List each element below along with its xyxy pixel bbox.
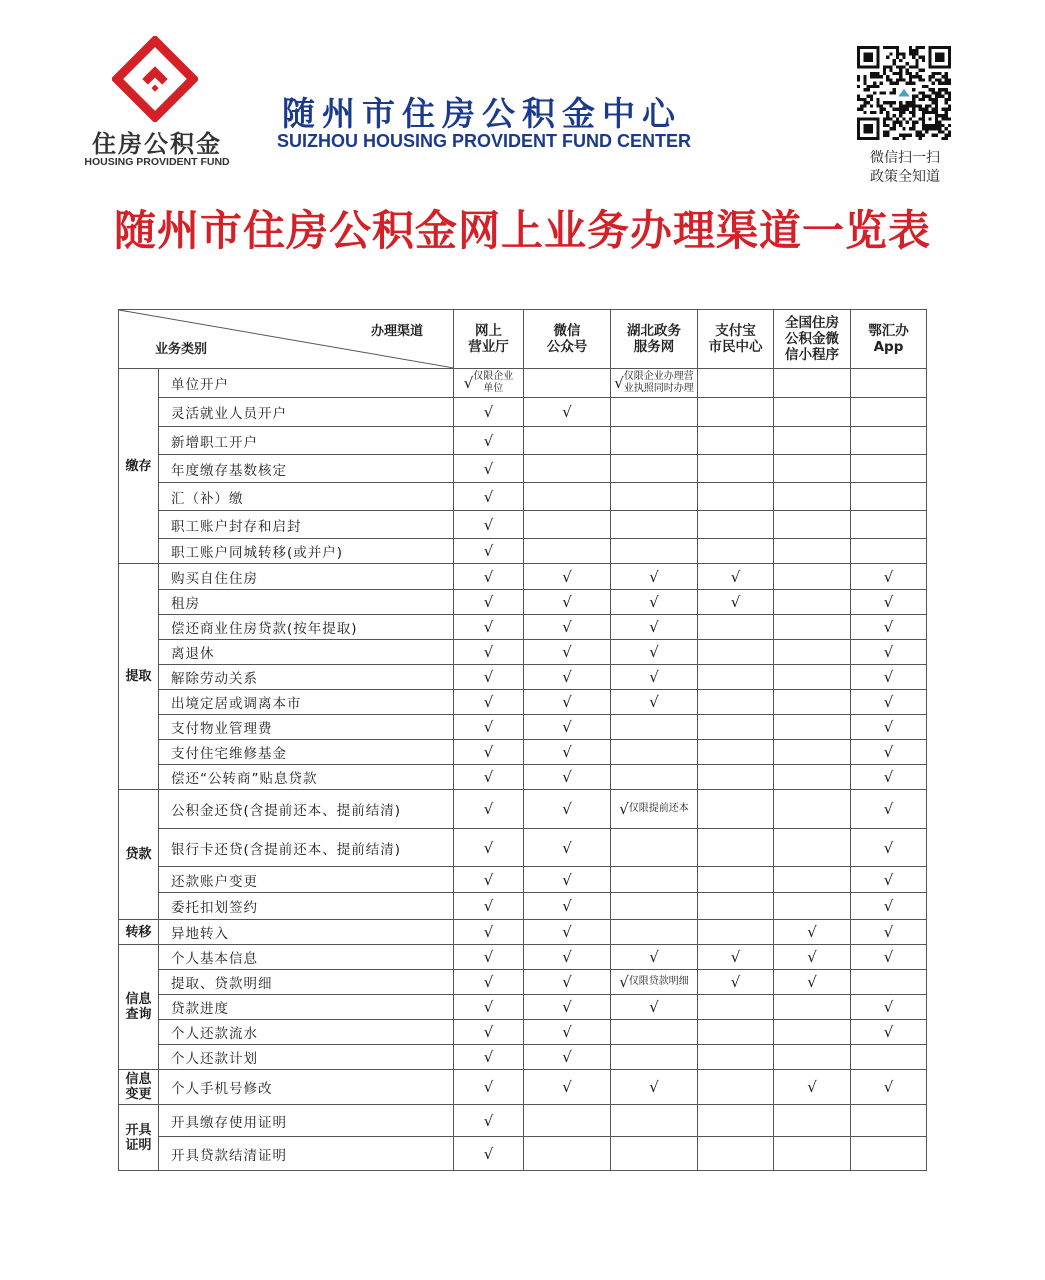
table-row (119, 893, 927, 920)
empty-cell (774, 455, 851, 483)
table-row (119, 920, 927, 945)
check-mark-web-hall: √ (454, 970, 524, 995)
check-mark-wechat: √ (524, 564, 611, 590)
empty-cell (611, 1020, 698, 1045)
column-header-alipay: 支付宝 市民中心 (698, 310, 774, 369)
empty-cell (611, 483, 698, 511)
business-cell: 偿还商业住房贷款(按年提取) (159, 615, 454, 640)
check-mark-web-hall: √ (454, 740, 524, 765)
empty-cell (774, 369, 851, 398)
check-mark-hubei-gov: √ (611, 690, 698, 715)
corner-channel-label: 办理渠道 (370, 324, 423, 339)
page-title: 随州市住房公积金网上业务办理渠道一览表 (113, 206, 931, 255)
empty-cell (524, 511, 611, 539)
check-mark-wechat: √ (524, 790, 611, 829)
empty-cell (774, 539, 851, 564)
business-cell: 公积金还贷(含提前还本、提前结清) (159, 790, 454, 829)
empty-cell (698, 615, 774, 640)
check-mark-mini-program: √ (774, 970, 851, 995)
check-mark-alipay: √ (698, 564, 774, 590)
check-mark-ehuiban: √ (851, 945, 927, 970)
business-cell: 贷款进度 (159, 995, 454, 1020)
business-cell: 出境定居或调离本市 (159, 690, 454, 715)
check-mark-hubei-gov: √ (611, 615, 698, 640)
check-mark-web-hall: √ (454, 398, 524, 427)
table-row (119, 539, 927, 564)
check-mark-hubei-gov: √ (611, 564, 698, 590)
check-mark-ehuiban: √ (851, 995, 927, 1020)
business-cell: 单位开户 (159, 369, 454, 398)
check-mark-web-hall: √ (454, 893, 524, 920)
check-mark-ehuiban: √ (851, 564, 927, 590)
check-mark-wechat: √ (524, 398, 611, 427)
table-row (119, 564, 927, 590)
check-mark-web-hall: √ (454, 640, 524, 665)
business-cell: 开具贷款结清证明 (159, 1137, 454, 1171)
check-mark-web-hall: √ (454, 590, 524, 615)
empty-cell (774, 765, 851, 790)
business-cell: 偿还“公转商”贴息贷款 (159, 765, 454, 790)
empty-cell (611, 829, 698, 867)
category-cell: 转移 (119, 920, 159, 945)
table-row (119, 1070, 927, 1105)
business-cell: 异地转入 (159, 920, 454, 945)
check-mark-ehuiban: √ (851, 640, 927, 665)
empty-cell (851, 483, 927, 511)
check-mark-wechat: √ (524, 765, 611, 790)
qr-code-icon (857, 46, 951, 140)
empty-cell (698, 369, 774, 398)
check-mark-web-hall: √ (454, 455, 524, 483)
channels-table (118, 309, 927, 1171)
empty-cell (698, 427, 774, 455)
business-cell: 个人基本信息 (159, 945, 454, 970)
business-cell: 个人还款计划 (159, 1045, 454, 1070)
check-mark-wechat: √ (524, 740, 611, 765)
check-mark-wechat: √ (524, 665, 611, 690)
empty-cell (611, 765, 698, 790)
empty-cell (524, 427, 611, 455)
empty-cell (698, 740, 774, 765)
business-cell: 支付物业管理费 (159, 715, 454, 740)
empty-cell (698, 398, 774, 427)
empty-cell (524, 455, 611, 483)
empty-cell (698, 1020, 774, 1045)
check-mark-wechat: √ (524, 995, 611, 1020)
check-mark-ehuiban: √ (851, 665, 927, 690)
check-mark: √ (463, 374, 474, 392)
housing-fund-logo-icon (112, 36, 198, 122)
table-row (119, 995, 927, 1020)
empty-cell (851, 1105, 927, 1137)
business-cell: 灵活就业人员开户 (159, 398, 454, 427)
check-mark-ehuiban: √ (851, 590, 927, 615)
check-mark-wechat: √ (524, 1020, 611, 1045)
check-mark-alipay: √ (698, 590, 774, 615)
empty-cell (698, 765, 774, 790)
empty-cell (698, 640, 774, 665)
table-row (119, 455, 927, 483)
check-mark-ehuiban: √ (851, 615, 927, 640)
empty-cell (774, 893, 851, 920)
empty-cell (524, 369, 611, 398)
check-mark-wechat: √ (524, 640, 611, 665)
check-mark-mini-program: √ (774, 1070, 851, 1105)
empty-cell (698, 995, 774, 1020)
table-row (119, 945, 927, 970)
check-mark-web-hall: √ (454, 1105, 524, 1137)
business-cell: 提取、贷款明细 (159, 970, 454, 995)
empty-cell (698, 665, 774, 690)
business-cell: 个人还款流水 (159, 1020, 454, 1045)
logo-text-en: HOUSING PROVIDENT FUND (84, 156, 230, 168)
check-mark-web-hall: √ (454, 615, 524, 640)
check-mark-ehuiban: √ (851, 1070, 927, 1105)
check-mark-ehuiban: √ (851, 1020, 927, 1045)
table-row (119, 398, 927, 427)
empty-cell (774, 665, 851, 690)
empty-cell (774, 790, 851, 829)
check-mark-web-hall: √ (454, 920, 524, 945)
restriction-note: 仅限企业办理营 业执照同时办理 (623, 371, 694, 394)
check-mark-wechat: √ (524, 590, 611, 615)
check-note-hubei-gov (611, 369, 698, 398)
check-mark-wechat: √ (524, 945, 611, 970)
empty-cell (698, 790, 774, 829)
business-cell: 职工账户封存和启封 (159, 511, 454, 539)
check-mark-ehuiban: √ (851, 765, 927, 790)
empty-cell (698, 455, 774, 483)
check-mark-web-hall: √ (454, 765, 524, 790)
check-mark-ehuiban: √ (851, 690, 927, 715)
category-cell: 信息 变更 (119, 1070, 159, 1105)
empty-cell (698, 867, 774, 893)
check-note-hubei-gov (611, 970, 698, 995)
empty-cell (698, 829, 774, 867)
empty-cell (851, 1137, 927, 1171)
empty-cell (774, 427, 851, 455)
check-mark-web-hall: √ (454, 539, 524, 564)
empty-cell (851, 455, 927, 483)
business-cell: 职工账户同城转移(或并户) (159, 539, 454, 564)
check-mark-wechat: √ (524, 829, 611, 867)
business-cell: 解除劳动关系 (159, 665, 454, 690)
empty-cell (611, 715, 698, 740)
empty-cell (774, 511, 851, 539)
check-mark-web-hall: √ (454, 1070, 524, 1105)
empty-cell (851, 511, 927, 539)
check-mark-web-hall: √ (454, 790, 524, 829)
check-mark-web-hall: √ (454, 665, 524, 690)
check-mark-web-hall: √ (454, 715, 524, 740)
corner-business-label: 业务类别 (155, 342, 208, 357)
business-cell: 委托扣划签约 (159, 893, 454, 920)
table-row (119, 511, 927, 539)
table-row (119, 715, 927, 740)
check-mark-web-hall: √ (454, 945, 524, 970)
check-mark-web-hall: √ (454, 483, 524, 511)
check-mark-wechat: √ (524, 1045, 611, 1070)
table-row (119, 1045, 927, 1070)
table-row (119, 790, 927, 829)
empty-cell (698, 511, 774, 539)
check-mark-wechat: √ (524, 690, 611, 715)
table-row (119, 615, 927, 640)
check-note-hubei-gov (611, 790, 698, 829)
empty-cell (774, 829, 851, 867)
empty-cell (774, 590, 851, 615)
empty-cell (774, 615, 851, 640)
restriction-note: 仅限提前还本 (628, 803, 689, 814)
check-mark-web-hall: √ (454, 427, 524, 455)
check-mark-web-hall: √ (454, 690, 524, 715)
logo-text-cn: 住房公积金 (92, 130, 222, 158)
check-mark-hubei-gov: √ (611, 1070, 698, 1105)
check-mark-wechat: √ (524, 893, 611, 920)
table-row (119, 427, 927, 455)
empty-cell (774, 690, 851, 715)
empty-cell (774, 1105, 851, 1137)
table-row (119, 665, 927, 690)
empty-cell (774, 398, 851, 427)
check-mark-hubei-gov: √ (611, 640, 698, 665)
table-row (119, 740, 927, 765)
restriction-note: 仅限企业 单位 (473, 371, 514, 394)
empty-cell (611, 427, 698, 455)
empty-cell (698, 1045, 774, 1070)
check-mark-ehuiban: √ (851, 867, 927, 893)
empty-cell (698, 893, 774, 920)
check-mark: √ (619, 800, 629, 818)
table-row (119, 1137, 927, 1171)
empty-cell (611, 920, 698, 945)
check-mark-wechat: √ (524, 615, 611, 640)
table-row (119, 590, 927, 615)
check-mark-ehuiban: √ (851, 920, 927, 945)
column-header-web-hall: 网上 营业厅 (454, 310, 524, 369)
check-mark-ehuiban: √ (851, 740, 927, 765)
empty-cell (851, 398, 927, 427)
check-mark-web-hall: √ (454, 867, 524, 893)
check-mark-web-hall: √ (454, 1137, 524, 1171)
empty-cell (524, 483, 611, 511)
empty-cell (851, 539, 927, 564)
business-cell: 年度缴存基数核定 (159, 455, 454, 483)
check-mark-wechat: √ (524, 1070, 611, 1105)
empty-cell (698, 920, 774, 945)
check-mark-wechat: √ (524, 970, 611, 995)
empty-cell (851, 369, 927, 398)
empty-cell (524, 1137, 611, 1171)
empty-cell (774, 1045, 851, 1070)
category-cell: 贷款 (119, 790, 159, 920)
check-mark-mini-program: √ (774, 920, 851, 945)
check-mark-web-hall: √ (454, 564, 524, 590)
empty-cell (611, 867, 698, 893)
empty-cell (611, 398, 698, 427)
empty-cell (698, 715, 774, 740)
check-mark-wechat: √ (524, 920, 611, 945)
table-row (119, 369, 927, 398)
empty-cell (774, 640, 851, 665)
empty-cell (698, 1105, 774, 1137)
table-row (119, 970, 927, 995)
table-row (119, 640, 927, 665)
check-mark-web-hall: √ (454, 511, 524, 539)
business-cell: 还款账户变更 (159, 867, 454, 893)
check-note-web-hall (454, 369, 524, 398)
check-mark: √ (619, 973, 629, 991)
check-mark-ehuiban: √ (851, 893, 927, 920)
empty-cell (611, 539, 698, 564)
empty-cell (698, 483, 774, 511)
table-row (119, 1020, 927, 1045)
table-row (119, 765, 927, 790)
check-mark-ehuiban: √ (851, 715, 927, 740)
table-row (119, 1105, 927, 1137)
column-header-hubei-gov: 湖北政务 服务网 (611, 310, 698, 369)
check-mark-hubei-gov: √ (611, 945, 698, 970)
check-mark-web-hall: √ (454, 829, 524, 867)
check-mark-alipay: √ (698, 945, 774, 970)
empty-cell (611, 1137, 698, 1171)
column-header-wechat: 微信 公众号 (524, 310, 611, 369)
center-name-cn: 随州市住房公积金中心 (282, 94, 682, 133)
empty-cell (611, 511, 698, 539)
check-mark-wechat: √ (524, 867, 611, 893)
empty-cell (851, 970, 927, 995)
column-header-ehuiban: 鄂汇办 App (851, 310, 927, 369)
check-mark-web-hall: √ (454, 1045, 524, 1070)
corner-header-cell (119, 310, 454, 369)
empty-cell (774, 995, 851, 1020)
table-row (119, 483, 927, 511)
empty-cell (524, 539, 611, 564)
business-cell: 购买自住住房 (159, 564, 454, 590)
empty-cell (774, 1020, 851, 1045)
check-mark-hubei-gov: √ (611, 665, 698, 690)
business-cell: 个人手机号修改 (159, 1070, 454, 1105)
table-row (119, 829, 927, 867)
empty-cell (698, 1070, 774, 1105)
empty-cell (774, 740, 851, 765)
restriction-note: 仅限贷款明细 (628, 976, 689, 987)
empty-cell (851, 1045, 927, 1070)
empty-cell (698, 1137, 774, 1171)
check-mark-ehuiban: √ (851, 829, 927, 867)
business-cell: 新增职工开户 (159, 427, 454, 455)
business-cell: 支付住宅维修基金 (159, 740, 454, 765)
empty-cell (698, 690, 774, 715)
qr-caption-line2: 政策全知道 (870, 169, 940, 185)
check-mark: √ (614, 374, 624, 392)
empty-cell (611, 455, 698, 483)
business-cell: 租房 (159, 590, 454, 615)
empty-cell (774, 867, 851, 893)
empty-cell (774, 564, 851, 590)
empty-cell (611, 893, 698, 920)
business-cell: 开具缴存使用证明 (159, 1105, 454, 1137)
empty-cell (611, 1105, 698, 1137)
check-mark-hubei-gov: √ (611, 995, 698, 1020)
check-mark-web-hall: √ (454, 995, 524, 1020)
empty-cell (774, 715, 851, 740)
check-mark-web-hall: √ (454, 1020, 524, 1045)
table-row (119, 867, 927, 893)
empty-cell (698, 539, 774, 564)
check-mark-wechat: √ (524, 715, 611, 740)
empty-cell (524, 1105, 611, 1137)
table-row (119, 690, 927, 715)
check-mark-alipay: √ (698, 970, 774, 995)
column-header-mini-program: 全国住房 公积金微 信小程序 (774, 310, 851, 369)
center-name-en: SUIZHOU HOUSING PROVIDENT FUND CENTER (277, 131, 692, 151)
empty-cell (611, 740, 698, 765)
empty-cell (611, 1045, 698, 1070)
business-cell: 汇（补）缴 (159, 483, 454, 511)
category-cell: 提取 (119, 564, 159, 790)
qr-caption-line1: 微信扫一扫 (870, 150, 940, 166)
business-cell: 银行卡还贷(含提前还本、提前结清) (159, 829, 454, 867)
category-cell: 缴存 (119, 369, 159, 564)
business-cell: 离退休 (159, 640, 454, 665)
empty-cell (774, 1137, 851, 1171)
category-cell: 开具 证明 (119, 1105, 159, 1171)
check-mark-mini-program: √ (774, 945, 851, 970)
check-mark-hubei-gov: √ (611, 590, 698, 615)
empty-cell (774, 483, 851, 511)
check-mark-ehuiban: √ (851, 790, 927, 829)
empty-cell (851, 427, 927, 455)
category-cell: 信息 查询 (119, 945, 159, 1070)
